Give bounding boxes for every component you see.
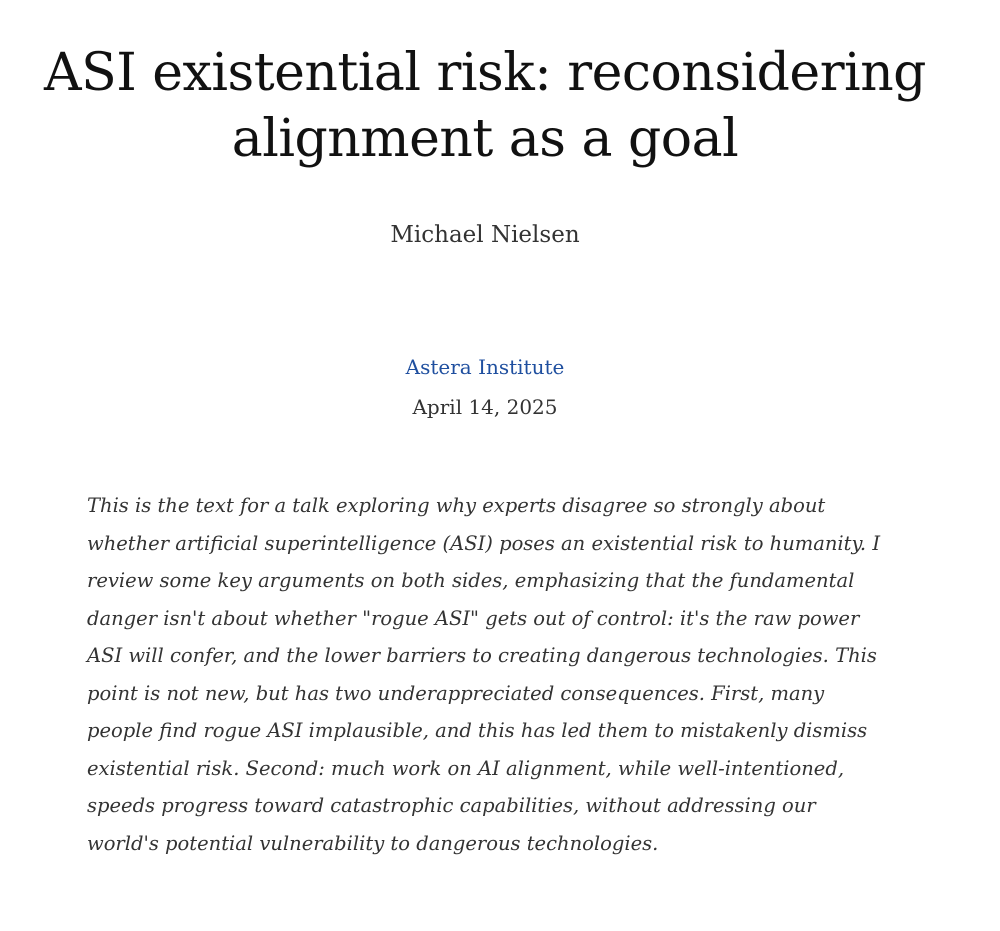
abstract-text: This is the text for a talk exploring why experts disagree so strongly about whether artificial superintelligence (ASI) poses an existential risk to humanity. I review some key arguments on both sides, emphasizing that the fundamental danger isn't about whether "rogue ASI" gets out of control: it's the raw power ASI will confer, and the lower barriers to creating dangerous technologies. This point is not new, but has two underappreciated consequences. First, many people find rogue ASI implausible, and this has led them to mistakenly dismiss existential risk. Second: much work on AI alignment, while well-intentioned, speeds progress toward catastrophic capabilities, without addressing our world's potential vulnerability to dangerous technologies. (87, 494, 881, 855)
publication-date: April 14, 2025 (412, 395, 558, 419)
affiliation (0, 353, 970, 381)
author-name: Michael Nielsen (390, 222, 580, 248)
page-title: ASI existential risk: reconsidering alignment as a goal (44, 43, 926, 169)
affiliation-link[interactable]: Astera Institute (405, 355, 565, 379)
